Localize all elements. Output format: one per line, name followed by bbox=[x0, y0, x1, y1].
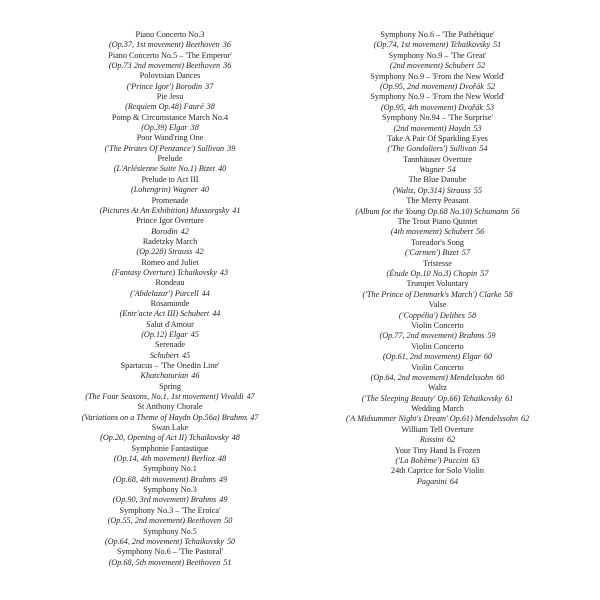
entry-credit: (Album for the Young Op.68 No.10) Schumann bbox=[355, 206, 509, 216]
entry-credit: ('A Midsummer Night's Dream' Op.61) Mendelssohn bbox=[345, 414, 518, 424]
entry-credit-line bbox=[45, 82, 295, 92]
entry-credit: (Étude Op.10 No.3) Chopin bbox=[386, 268, 478, 278]
entry-page-number: 40 bbox=[218, 164, 227, 174]
entry-credit-line bbox=[310, 352, 565, 362]
entry-page-number: 57 bbox=[480, 268, 489, 278]
entry-credit: (Entr'acte Act III) Schubert bbox=[119, 309, 210, 319]
entry-page-number: 54 bbox=[447, 165, 456, 175]
entry-credit-line bbox=[310, 394, 565, 404]
entry-credit-line bbox=[45, 537, 295, 547]
entry-credit: (Op.64, 2nd movement) Mendelssohn bbox=[370, 372, 494, 382]
entry-credit-line bbox=[310, 477, 565, 487]
entry-credit: (Op.73 2nd movement) Beethoven bbox=[108, 61, 221, 71]
entry-credit-line bbox=[45, 102, 295, 112]
entry-title: Symphony No.94 – 'The Surprise' bbox=[382, 113, 493, 123]
entry-credit: ('The Gondoliers') Sullivan bbox=[387, 144, 477, 154]
entry-credit-line bbox=[310, 290, 565, 300]
entry-title: Symphony No.3 bbox=[143, 485, 197, 495]
entry-credit: (Op.37, 1st movement) Beethoven bbox=[109, 40, 220, 50]
entry-title: Pie Jesu bbox=[156, 92, 184, 102]
entry-credit-line bbox=[45, 351, 295, 361]
entry-credit: Wagner bbox=[419, 165, 445, 175]
entry-page-number: 40 bbox=[200, 185, 209, 195]
entry-page-number: 43 bbox=[219, 267, 229, 277]
entry-credit: (Op.68, 4th movement) Brahms bbox=[112, 474, 216, 484]
entry-credit-line bbox=[45, 330, 295, 340]
entry-credit-line bbox=[310, 435, 565, 445]
entry-page-number: 63 bbox=[471, 456, 480, 466]
entry-title: Symphonie Fantastique bbox=[131, 443, 209, 453]
entry-credit: Borodin bbox=[151, 226, 178, 236]
entry-credit-line bbox=[310, 227, 565, 237]
entry-credit: (4th movement) Schubert bbox=[390, 227, 474, 237]
entry-title: Symphony No.3 – 'The Eroica' bbox=[119, 505, 221, 515]
entry-credit-line bbox=[45, 227, 295, 237]
entry-title: Tristesse bbox=[423, 258, 452, 268]
entry-credit-line bbox=[45, 247, 295, 257]
entry-page-number: 58 bbox=[504, 289, 513, 299]
entry-credit-line bbox=[310, 186, 565, 196]
entry-credit-line bbox=[310, 61, 565, 71]
entry-title: Pomp & Circumstance March No.4 bbox=[111, 112, 229, 122]
entry-credit-line bbox=[310, 269, 565, 279]
entry-title: Violin Concerto bbox=[411, 362, 464, 372]
entry-credit: (Op.20, Opening of Act II) Tchaikovsky bbox=[100, 433, 229, 443]
entry-credit-line bbox=[45, 392, 295, 402]
entry-page-number: 42 bbox=[180, 226, 189, 236]
entry-credit-line bbox=[45, 144, 295, 154]
entry-credit-line bbox=[310, 248, 565, 258]
entry-credit-line bbox=[310, 456, 565, 466]
entry-credit-line bbox=[310, 414, 565, 424]
entry-credit: (Variations on a Theme of Haydn Op.56a) Brahms bbox=[81, 412, 248, 422]
entry-page-number: 53 bbox=[485, 102, 495, 112]
entry-page-number: 51 bbox=[223, 557, 232, 567]
entry-credit-line bbox=[310, 311, 565, 321]
entry-credit: (Op.68, 5th movement) Beethoven bbox=[108, 557, 221, 567]
entry-title: Spartacus – 'The Onedin Line' bbox=[120, 361, 220, 370]
entry-page-number: 48 bbox=[231, 433, 240, 443]
entry-credit-line bbox=[310, 331, 565, 341]
entry-credit-line bbox=[45, 123, 295, 133]
entry-page-number: 42 bbox=[195, 247, 204, 257]
entry-credit: (Op.95, 4th movement) Dvořák bbox=[380, 102, 483, 112]
entry-credit: ('Carmen') Bizet bbox=[405, 248, 459, 258]
entry-credit: (L'Arlésienne Suite No.1) Bizet bbox=[113, 164, 216, 174]
entry-page-number: 36 bbox=[222, 40, 231, 50]
entry-title: Serenade bbox=[154, 340, 185, 350]
entry-page-number: 47 bbox=[250, 412, 259, 422]
entry-credit: (Op.228) Strauss bbox=[136, 247, 193, 257]
entry-credit-line bbox=[45, 413, 295, 423]
entry-credit-line bbox=[45, 185, 295, 195]
entry-title: Symphony No.6 – 'The Pastoral' bbox=[117, 547, 223, 557]
entry-credit-line bbox=[45, 475, 295, 485]
entry-credit-line bbox=[45, 268, 295, 278]
entry-page-number: 60 bbox=[483, 352, 493, 362]
entry-credit: Schubert bbox=[149, 350, 179, 360]
entry-page-number: 62 bbox=[521, 414, 530, 424]
entry-title: Symphony No.6 – 'The Pathétique' bbox=[380, 30, 495, 39]
entry-title: Radetzky March bbox=[142, 236, 198, 246]
entry-credit: (Op.12) Elgar bbox=[141, 329, 188, 339]
entry-page-number: 51 bbox=[493, 40, 502, 50]
entry-credit-line bbox=[310, 207, 565, 217]
entry-title: Prelude to Act III bbox=[141, 174, 199, 184]
entry-credit-line bbox=[45, 309, 295, 319]
entry-credit: (Op.77, 2nd movement) Brahms bbox=[379, 331, 485, 341]
entry-credit-line bbox=[45, 454, 295, 464]
entry-credit: (Op.39) Elgar bbox=[141, 123, 188, 133]
entry-page-number: 50 bbox=[224, 516, 233, 526]
entry-credit-line bbox=[310, 124, 565, 134]
entry-credit: (Op.90, 3rd movement) Brahms bbox=[112, 495, 217, 505]
entry-credit-line bbox=[310, 40, 565, 50]
entry-page-number: 62 bbox=[446, 435, 456, 445]
entry-page-number: 50 bbox=[226, 536, 236, 546]
entry-page-number: 39 bbox=[227, 143, 236, 153]
entry-title: The Merry Peasant bbox=[406, 196, 469, 206]
entry-title: Polovtsian Dances bbox=[139, 71, 201, 81]
entry-credit: (Op.74, 1st movement) Tchaikovsky bbox=[373, 40, 491, 50]
entry-title: 24th Caprice for Solo Violin bbox=[390, 466, 485, 476]
entry-page-number: 58 bbox=[467, 310, 477, 320]
entry-title: Swan Lake bbox=[151, 423, 189, 433]
entry-credit: (The Four Seasons, No.1, 1st movement) Vivaldi bbox=[85, 392, 244, 402]
entry-credit-line bbox=[45, 371, 295, 381]
entry-page-number: 48 bbox=[218, 454, 227, 464]
entry-page-number: 52 bbox=[476, 61, 486, 71]
entry-credit-line bbox=[45, 433, 295, 443]
index-left-column bbox=[45, 30, 295, 568]
entry-title: Your Tiny Hand Is Frozen bbox=[394, 445, 481, 455]
entry-credit: (Op.95, 2nd movement) Dvořák bbox=[379, 81, 484, 91]
entry-title: Spring bbox=[159, 381, 181, 391]
entry-credit-line bbox=[45, 164, 295, 174]
entry-page-number: 45 bbox=[190, 329, 199, 339]
entry-page-number: 61 bbox=[505, 393, 514, 403]
entry-credit: Paganini bbox=[416, 476, 447, 486]
entry-credit: ('La Bohème') Puccini bbox=[395, 456, 469, 466]
entry-page-number: 36 bbox=[223, 61, 232, 71]
entry-page-number: 49 bbox=[218, 474, 228, 484]
entry-page-number: 57 bbox=[461, 248, 470, 258]
index-right-column bbox=[310, 30, 565, 487]
entry-page-number: 41 bbox=[232, 205, 241, 215]
entry-page-number: 37 bbox=[205, 81, 214, 91]
entry-title: Rondeau bbox=[155, 278, 185, 288]
entry-title: The Blue Danube bbox=[408, 175, 467, 185]
entry-credit-line bbox=[45, 516, 295, 526]
entry-credit: Rossini bbox=[419, 435, 444, 445]
entry-title: Violin Concerto bbox=[411, 320, 464, 330]
entry-credit: Khatchaturian bbox=[140, 371, 189, 381]
entry-credit: (Lohengrin) Wagner bbox=[131, 185, 198, 195]
entry-credit: (Op.64, 2nd movement) Tchaikovsky bbox=[104, 536, 224, 546]
entry-title: Romeo and Juliet bbox=[141, 257, 199, 267]
entry-credit-line bbox=[45, 61, 295, 71]
entry-credit: ('The Sleeping Beauty' Op.66) Tchaikovsky bbox=[361, 393, 503, 403]
entry-credit: ('Coppélia') Delibes bbox=[398, 310, 465, 320]
entry-title: Symphony No.9 – 'The Great' bbox=[388, 50, 487, 60]
entry-title: Symphony No.9 – 'From the New World' bbox=[370, 92, 505, 102]
entry-credit-line bbox=[310, 82, 565, 92]
entry-page-number: 60 bbox=[496, 372, 505, 382]
entry-page-number: 44 bbox=[212, 309, 221, 319]
entry-credit-line bbox=[45, 558, 295, 568]
entry-page-number: 55 bbox=[473, 185, 483, 195]
entry-page-number: 56 bbox=[476, 227, 485, 237]
entry-page-number: 59 bbox=[487, 331, 496, 341]
entry-title: Piano Concerto No.3 bbox=[135, 30, 205, 39]
entry-credit: ('The Prince of Denmark's March') Clarke bbox=[362, 289, 502, 299]
entry-page-number: 53 bbox=[473, 123, 482, 133]
entry-title: Promenade bbox=[151, 195, 189, 205]
entry-page-number: 54 bbox=[479, 144, 488, 154]
entry-title: Wedding March bbox=[411, 404, 464, 414]
entry-title: Piano Concerto No.5 – 'The Emperor' bbox=[108, 50, 232, 60]
entry-credit: (Op.14, 4th movement) Berlioz bbox=[113, 454, 215, 464]
entry-credit: ('Abdelazar') Purcell bbox=[130, 288, 199, 298]
entry-page-number: 56 bbox=[511, 206, 520, 216]
entry-title: Prince Igor Overture bbox=[136, 216, 204, 226]
entry-credit: (Fantasy Overture) Tchaikovsky bbox=[111, 267, 217, 277]
entry-title: Prelude bbox=[157, 154, 183, 164]
entry-credit-line bbox=[310, 165, 565, 175]
entry-credit-line bbox=[45, 495, 295, 505]
entry-title: Symphony No.5 bbox=[143, 526, 197, 536]
entry-credit-line bbox=[310, 373, 565, 383]
entry-page-number: 64 bbox=[449, 476, 459, 486]
entry-page-number: 49 bbox=[219, 495, 228, 505]
entry-page-number: 44 bbox=[201, 288, 210, 298]
entry-title: Waltz bbox=[428, 383, 447, 393]
entry-credit: (Op.55, 2nd movement) Beethoven bbox=[107, 516, 222, 526]
entry-title: St Anthony Chorale bbox=[137, 402, 203, 412]
entry-title: Symphony No.9 – 'From the New World' bbox=[370, 71, 505, 81]
entry-page-number: 38 bbox=[190, 123, 199, 133]
entry-credit: (Pictures At An Exhibition) Mussorgsky bbox=[99, 205, 230, 215]
entry-title: Poor Wand'ring One bbox=[136, 133, 204, 143]
entry-title: Trumpet Voluntary bbox=[406, 279, 469, 289]
entry-title: Rosamunde bbox=[150, 298, 190, 308]
entry-title: Salut d'Amour bbox=[146, 319, 194, 329]
entry-credit: (2nd movement) Schubert bbox=[389, 61, 474, 71]
entry-page-number: 38 bbox=[206, 102, 215, 112]
entry-page-number: 45 bbox=[181, 350, 191, 360]
entry-page-number: 52 bbox=[486, 81, 496, 91]
entry-title: Valse bbox=[428, 300, 447, 310]
entry-credit: (Op.61, 2nd movement) Elgar bbox=[382, 352, 481, 362]
entry-credit-line bbox=[45, 40, 295, 50]
entry-credit-line bbox=[45, 289, 295, 299]
entry-title: Violin Concerto bbox=[411, 341, 464, 351]
entry-credit: ('The Pirates Of Penzance') Sullivan bbox=[104, 143, 225, 153]
entry-title: Take A Pair Of Sparkling Eyes bbox=[387, 133, 488, 143]
entry-title: Toreador's Song bbox=[411, 237, 464, 247]
entry-credit-line bbox=[45, 206, 295, 216]
entry-title: The Trout Piano Quintet bbox=[397, 217, 478, 227]
entry-credit: (2nd movement) Haydn bbox=[393, 123, 471, 133]
entry-title: Tannhäuser Overture bbox=[403, 154, 472, 164]
entry-title: William Tell Overture bbox=[401, 424, 474, 434]
entry-page-number: 47 bbox=[246, 392, 255, 402]
entry-credit: (Waltz, Op.314) Strauss bbox=[392, 185, 471, 195]
entry-credit: ('Prince Igor') Borodin bbox=[126, 81, 203, 91]
entry-credit-line bbox=[310, 144, 565, 154]
entry-page-number: 46 bbox=[191, 371, 200, 381]
entry-credit: (Requiem Op.48) Fauré bbox=[125, 102, 204, 112]
entry-credit-line bbox=[310, 103, 565, 113]
entry-title: Symphony No.1 bbox=[143, 464, 197, 474]
